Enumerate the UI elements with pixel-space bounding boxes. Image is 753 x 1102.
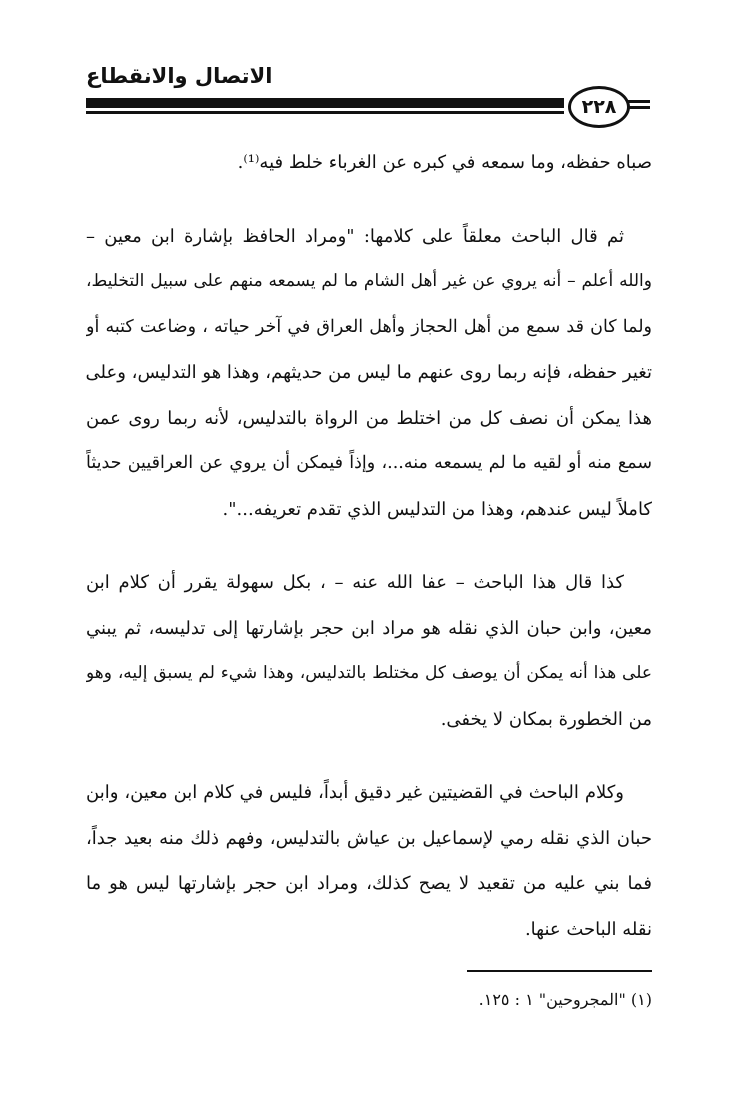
text-line: هذا يمكن أن نصف كل من اختلط من الرواة بالتدليس، لأنه ربما روى عمن xyxy=(86,407,652,429)
page-number: ٢٢٨ xyxy=(568,86,630,128)
text-line: ولما كان قد سمع من أهل الحجاز وأهل العراق في آخر حياته ، وضاعت كتبه أو xyxy=(86,316,652,337)
text-line: معين، وابن حبان الذي نقله هو مراد ابن حجر بإشارتها إلى تدليسه، ثم يبني xyxy=(86,617,652,639)
text-line: صباه حفظه، وما سمعه في كبره عن الغرباء خلط فيه⁽¹⁾. xyxy=(237,152,652,173)
footnote-rule xyxy=(467,970,652,972)
text-line: والله أعلم – أنه يروي عن غير أهل الشام ما لم يسمعه منهم على سبيل التخليط، xyxy=(86,271,652,291)
text-line: وكلام الباحث في القضيتين غير دقيق أبداً، فليس في كلام ابن معين، وابن xyxy=(86,782,624,803)
header-rule-thick xyxy=(86,98,564,108)
text-line: ثم قال الباحث معلقاً على كلامها: "ومراد الحافظ بإشارة ابن معين – xyxy=(86,225,624,247)
footnote: (١) "المجروحين" ١ : ١٢٥. xyxy=(478,990,652,1009)
text-line: فما بني عليه من تقعيد لا يصح كذلك، ومراد ابن حجر بإشارتها ليس هو ما xyxy=(86,873,652,894)
text-line: حبان الذي نقله رمي لإسماعيل بن عياش بالتدليس، وفهم ذلك منه بعيد جداً، xyxy=(86,827,652,849)
text-line: تغير حفظه، فإنه ربما روى عنهم ما ليس من حديثهم، وهذا هو التدليس، وعلى xyxy=(86,362,652,383)
header-ornament xyxy=(628,100,650,112)
text-line: من الخطورة بمكان لا يخفى. xyxy=(440,708,652,730)
text-line: نقله الباحث عنها. xyxy=(524,918,652,940)
page-header xyxy=(0,0,753,130)
header-rule-thin xyxy=(86,111,564,114)
text-line: كذا قال هذا الباحث – عفا الله عنه – ، بكل سهولة يقرر أن كلام ابن xyxy=(86,572,624,593)
body-text xyxy=(86,140,652,952)
text-line: كاملاً ليس عندهم، وهذا من التدليس الذي تقدم تعريفه...". xyxy=(222,498,652,520)
running-title: الاتصال والانقطاع xyxy=(86,64,273,88)
text-line: على هذا أنه يمكن أن يوصف كل مختلط بالتدليس، وهذا شيء لم يسبق إليه، وهو xyxy=(86,663,652,683)
text-line: سمع منه أو لقيه ما لم يسمعه منه...، وإذاً فيمكن أن يروي عن العراقيين حديثاً xyxy=(86,453,652,473)
